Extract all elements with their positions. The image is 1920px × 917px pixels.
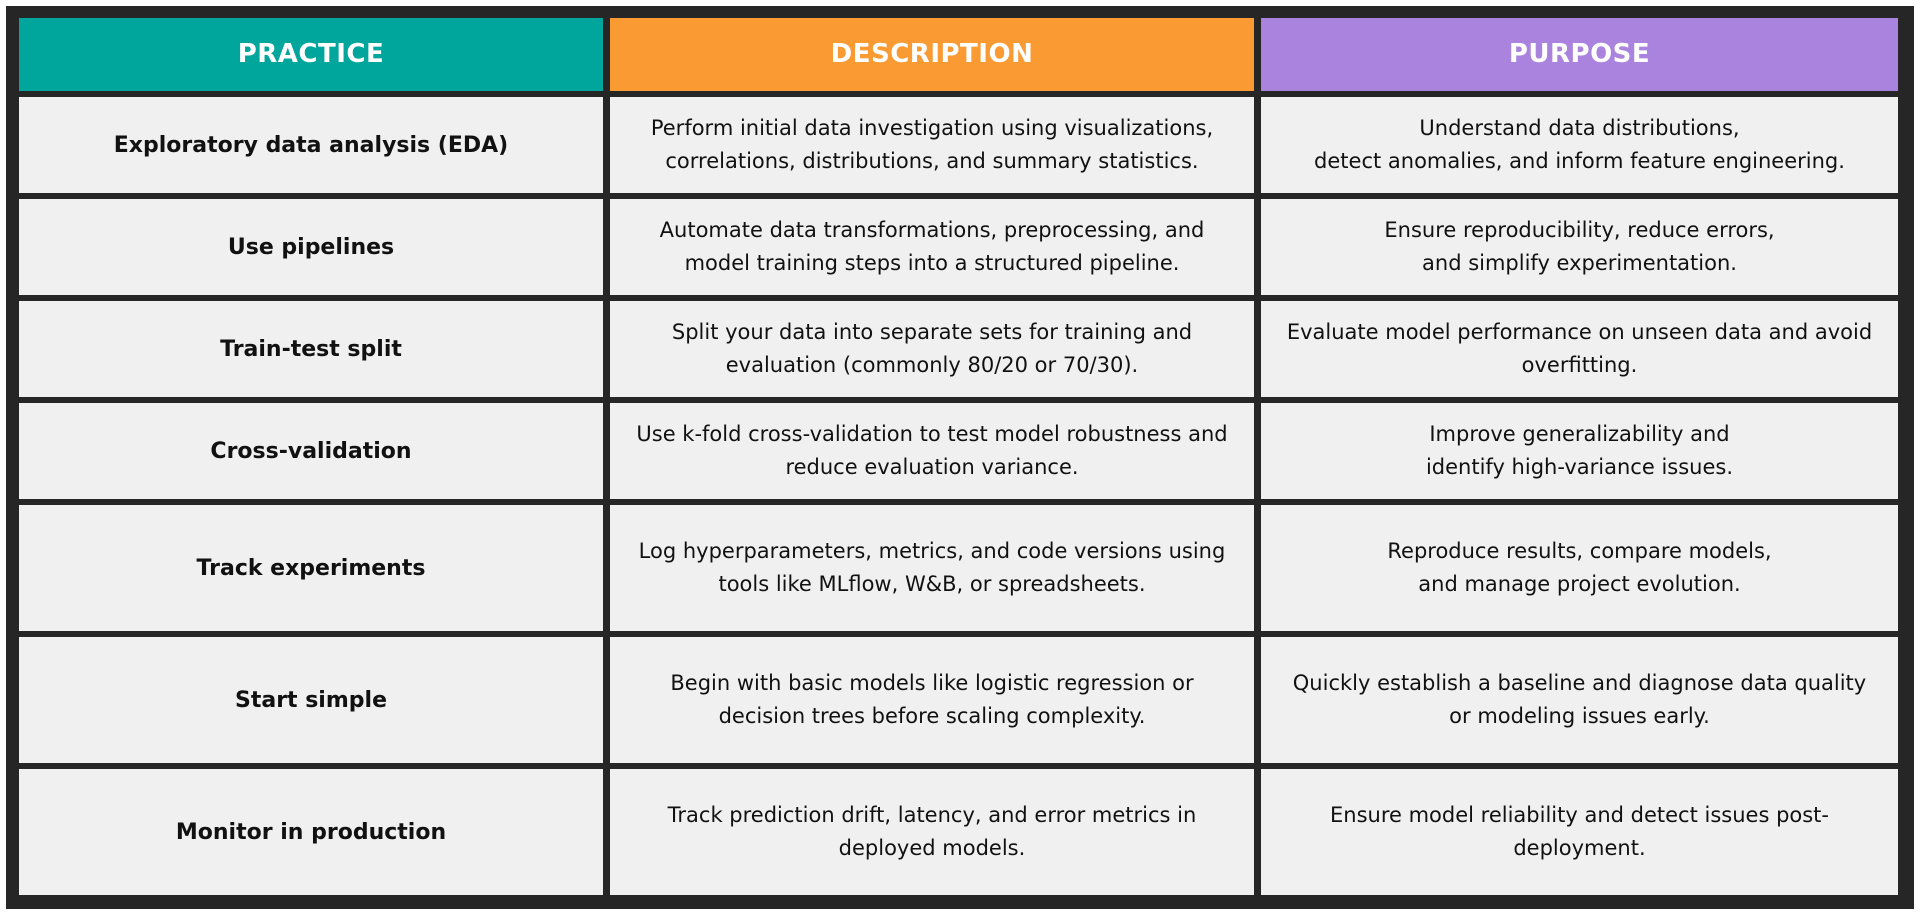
row-4-purpose: Improve generalizability and identify high-variance issues. [1425, 422, 1734, 479]
best-practices-table [19, 18, 1898, 899]
row-3-description: Split your data into separate sets for training and evaluation (commonly 80/20 or 70/30). [671, 320, 1193, 377]
row-7-purpose: Ensure model reliability and detect issues post- deployment. [1330, 803, 1829, 860]
row-1-purpose-cell [1261, 97, 1898, 193]
row-2-practice-cell [19, 199, 603, 295]
row-7-practice-cell [19, 769, 603, 895]
header-purpose [1261, 18, 1898, 91]
row-2-practice: Use pipelines [227, 234, 395, 260]
row-1-description-cell [610, 97, 1254, 193]
row-4-practice: Cross-validation [210, 438, 412, 464]
row-7-description-cell [610, 769, 1254, 895]
row-1-practice-cell [19, 97, 603, 193]
row-5-description-cell [610, 505, 1254, 631]
row-5-purpose: Reproduce results, compare models, and manage project evolution. [1387, 539, 1772, 596]
row-5-description: Log hyperparameters, metrics, and code versions using tools like MLflow, W&B, or spreadsheets. [638, 539, 1226, 596]
row-3-practice: Train-test split [220, 336, 402, 362]
row-5-practice-cell [19, 505, 603, 631]
row-2-description-cell [610, 199, 1254, 295]
row-2-purpose: Ensure reproducibility, reduce errors, and simplify experimentation. [1384, 218, 1775, 275]
row-5-practice: Track experiments [196, 555, 426, 581]
header-purpose-label: PURPOSE [1508, 39, 1651, 69]
row-7-practice: Monitor in production [175, 819, 447, 845]
row-4-purpose-cell [1261, 403, 1898, 499]
row-6-purpose-cell [1261, 637, 1898, 763]
header-practice [19, 18, 603, 91]
header-description-label: DESCRIPTION [830, 39, 1034, 69]
row-3-purpose-cell [1261, 301, 1898, 397]
row-4-description: Use k-fold cross-validation to test model robustness and reduce evaluation variance. [636, 422, 1228, 479]
row-1-purpose: Understand data distributions, detect anomalies, and inform feature engineering. [1314, 116, 1845, 173]
row-4-practice-cell [19, 403, 603, 499]
row-6-description-cell [610, 637, 1254, 763]
row-1-practice: Exploratory data analysis (EDA) [113, 132, 509, 158]
row-3-description-cell [610, 301, 1254, 397]
row-6-practice: Start simple [234, 687, 387, 713]
row-3-practice-cell [19, 301, 603, 397]
row-2-purpose-cell [1261, 199, 1898, 295]
row-4-description-cell [610, 403, 1254, 499]
table-frame [6, 6, 1914, 909]
row-7-purpose-cell [1261, 769, 1898, 895]
row-6-purpose: Quickly establish a baseline and diagnose data quality or modeling issues early. [1292, 671, 1867, 728]
row-6-practice-cell [19, 637, 603, 763]
row-1-description: Perform initial data investigation using visualizations, correlations, distributions, and summary statistics. [650, 116, 1214, 173]
row-7-description: Track prediction drift, latency, and error metrics in deployed models. [667, 803, 1197, 860]
row-6-description: Begin with basic models like logistic regression or decision trees before scaling complexity. [670, 671, 1194, 728]
header-description [610, 18, 1254, 91]
row-2-description: Automate data transformations, preprocessing, and model training steps into a structured pipeline. [659, 218, 1205, 275]
row-3-purpose: Evaluate model performance on unseen data and avoid overfitting. [1286, 320, 1873, 377]
row-5-purpose-cell [1261, 505, 1898, 631]
header-practice-label: PRACTICE [237, 39, 385, 69]
